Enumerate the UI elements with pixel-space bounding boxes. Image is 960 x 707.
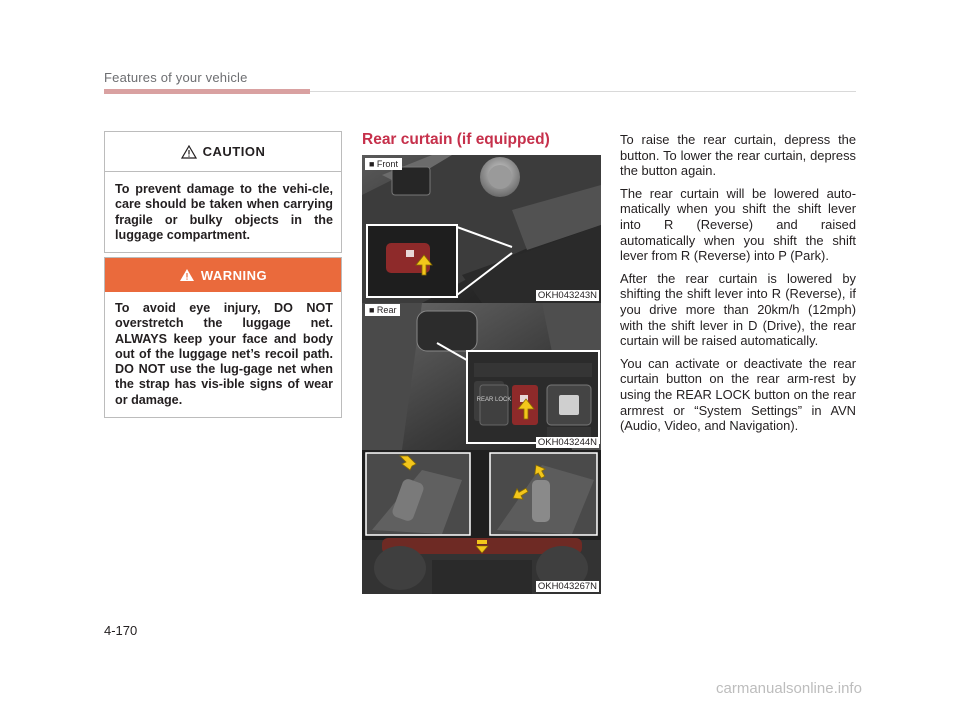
rear-view-label: ■ Rear	[365, 304, 400, 316]
rear-figure-code: OKH043244N	[537, 437, 597, 448]
warning-text: To avoid eye injury, DO NOT overstretch the luggage net. ALWAYS keep your face and body out of the luggage net’s recoil path. DO NOT use the lug-gage net when the strap has vis-ible signs of wear or damage.	[115, 301, 333, 407]
paragraph-speed-raise: After the rear curtain is lowered by shifting the shift lever into R (Reverse), if you drive more than 20km/h (12mph) with the shift lever in D (Drive), the rear curtain will be raised automatically.	[620, 270, 856, 349]
caution-header	[105, 132, 341, 172]
rear-armrest-photo	[362, 303, 601, 450]
front-view-label: ■ Front	[365, 158, 402, 170]
paragraph-auto-lower: The rear curtain will be lowered auto-matically when you shift the shift lever into R (Reverse) and raised automatically when you shift the shift lever from R (Reverse) into P (Park).	[620, 185, 856, 264]
warning-box	[104, 257, 342, 418]
watermark: carmanualsonline.info	[716, 680, 862, 697]
rear-lock-button-label: REAR LOCK	[476, 397, 512, 403]
caution-text: To prevent damage to the vehi-cle, care should be taken when carrying fragile or bulky objects in the luggage compartment.	[115, 182, 333, 242]
header-accent-bar	[104, 89, 310, 94]
body-text	[620, 132, 856, 441]
paragraph-raise-lower: To raise the rear curtain, depress the button. To lower the rear curtain, depress the button again.	[620, 132, 856, 179]
section-title: Rear curtain (if equipped)	[362, 131, 550, 148]
header-rule	[310, 91, 856, 92]
caution-title: CAUTION	[202, 144, 266, 159]
page-number: 4-170	[104, 623, 138, 638]
section-header: Features of your vehicle	[104, 70, 248, 85]
warning-title: WARNING	[200, 267, 268, 283]
shift-figure-code: OKH043267N	[537, 581, 597, 592]
paragraph-rear-lock: You can activate or deactivate the rear curtain button on the rear arm-rest by using the REAR LOCK button on the rear armrest or “System Settings” in AVN (Audio, Video, and Navigation).	[620, 355, 856, 434]
front-console-photo	[362, 155, 601, 303]
front-figure-code: OKH043243N	[537, 290, 597, 301]
caution-triangle-icon	[181, 145, 197, 159]
caution-box	[104, 131, 342, 253]
warning-header	[105, 258, 341, 292]
warning-triangle-icon	[179, 268, 195, 282]
shift-lever-curtain-photo	[362, 450, 601, 594]
